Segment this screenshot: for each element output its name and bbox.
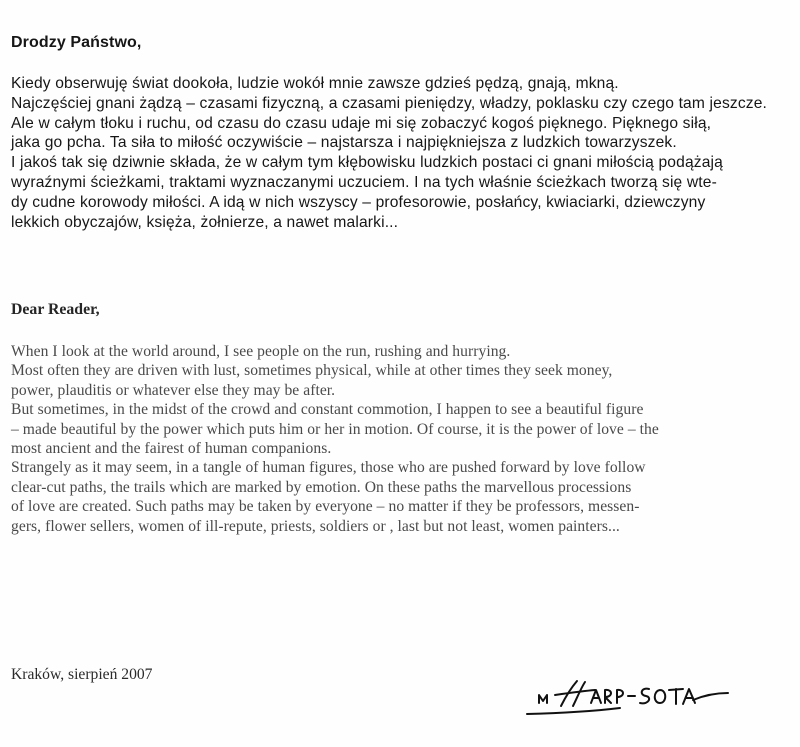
english-line: Most often they are driven with lust, sometimes physical, while at other times they seek money, <box>11 362 613 380</box>
english-line: most ancient and the fairest of human companions. <box>11 440 332 458</box>
english-line: But sometimes, in the midst of the crowd and constant commotion, I happen to see a beautiful figure <box>11 401 644 419</box>
english-letter <box>11 296 796 536</box>
english-line: When I look at the world around, I see people on the run, rushing and hurrying. <box>11 343 511 360</box>
polish-letter <box>11 26 796 232</box>
english-line: gers, flower sellers, women of ill-repute, priests, soldiers or , last but not least, women painters... <box>11 517 620 535</box>
english-line: of love are created. Such paths may be taken by everyone – no matter if they be professors, messen- <box>11 498 640 516</box>
polish-line: Najczęściej gnani żądzą – czasami fizyczną, a czasami pieniędzy, władzy, poklasku czy czego tam jeszcze. <box>11 94 768 112</box>
english-greeting: Dear Reader, <box>11 301 100 318</box>
signature-icon <box>525 676 730 720</box>
polish-greeting: Drodzy Państwo, <box>11 34 142 51</box>
english-line: – made beautiful by the power which puts him or her in motion. Of course, it is the power of love – the <box>11 420 659 438</box>
polish-line: Kiedy obserwuję świat dookoła, ludzie wokół mnie zawsze gdzieś pędzą, gnają, mkną. <box>11 75 619 92</box>
place-and-date: Kraków, sierpień 2007 <box>11 666 153 683</box>
polish-line: Ale w całym tłoku i ruchu, od czasu do czasu udaje mi się zobaczyć kogoś pięknego. Pięknego siłą, <box>11 114 712 132</box>
polish-line: wyraźnymi ścieżkami, traktami wyznaczanymi uczuciem. I na tych właśnie ścieżkach tworzą się wte- <box>11 173 717 191</box>
english-line: clear-cut paths, the trails which are marked by emotion. On these paths the marvellous processions <box>11 478 632 496</box>
polish-line: lekkich obyczajów, księża, żołnierze, a nawet malarki... <box>11 213 399 231</box>
polish-line: jaka go pcha. Ta siła to miłość oczywiście – najstarsza i najpiękniejsza z ludzkich towarzyszek. <box>11 134 677 152</box>
signature <box>525 676 730 720</box>
polish-line: I jakoś tak się dziwnie składa, że w całym tym kłębowisku ludzkich postaci ci gnani miłością podążają <box>11 154 723 172</box>
english-line: Strangely as it may seem, in a tangle of human figures, those who are pushed forward by love follow <box>11 459 646 477</box>
english-line: power, plauditis or whatever else they may be after. <box>11 381 336 399</box>
polish-line: dy cudne korowody miłości. A idą w nich wszyscy – profesorowie, posłańcy, kwiaciarki, dziewczyny <box>11 193 706 211</box>
